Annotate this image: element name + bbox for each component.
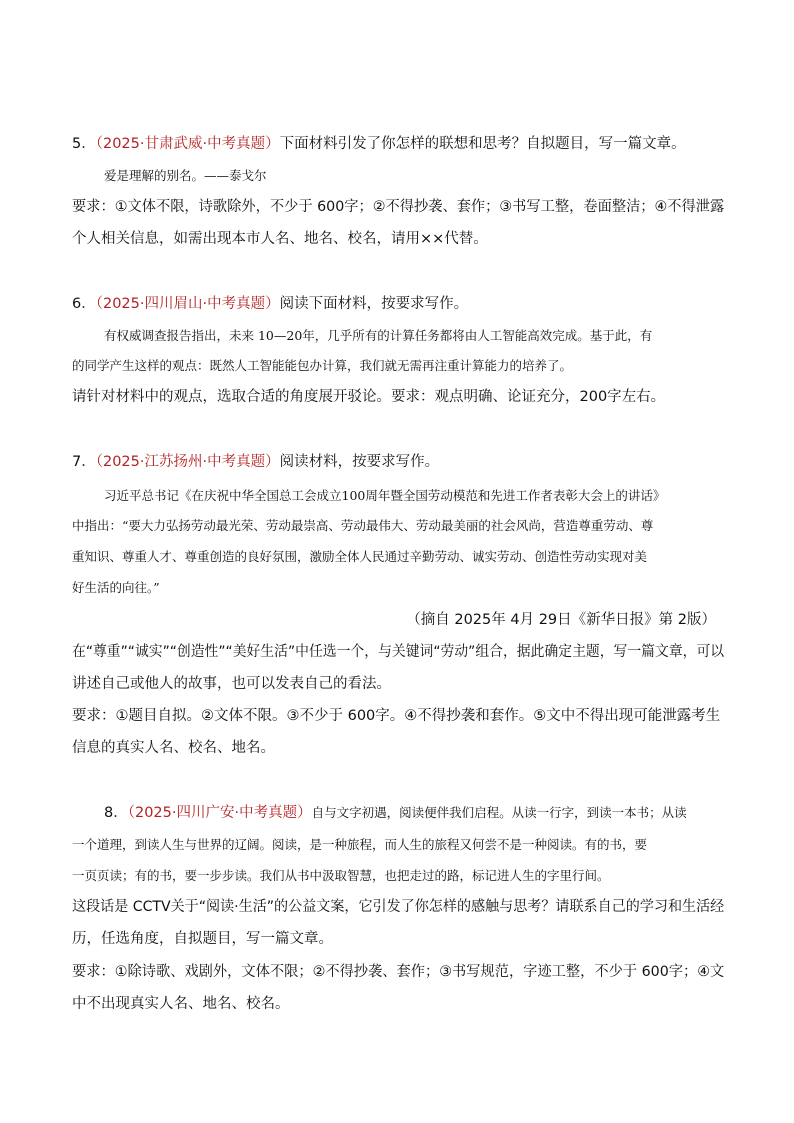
question-source: （2025·江苏扬州·中考真题） [95, 454, 280, 470]
question-prompt: 下面材料引发了你怎样的联想和思考？自拟题目，写一篇文章。 [279, 136, 686, 152]
question-6-task: 请针对材料中的观点，选取合适的角度展开驳论。要求：观点明确、论证充分，200字左右。 [72, 389, 666, 405]
question-6-heading [72, 294, 468, 314]
question-8-heading [104, 803, 687, 823]
question-8-task-line1: 这段话是 CCTV关于“阅读·生活”的公益文案，它引发了你怎样的感触与思考？请联系自己的学习和生活经 [72, 899, 725, 915]
question-7-material-line1: 习近平总书记《在庆祝中华全国总工会成立100周年暨全国劳动模范和先进工作者表彰大会上的讲话》 [104, 488, 666, 503]
question-8-requirement-line2: 中不出现真实人名、地名、校名。 [72, 996, 290, 1012]
question-source: （2025·四川眉山·中考真题） [95, 296, 280, 312]
question-prompt: 阅读材料，按要求写作。 [279, 454, 440, 470]
question-6-material-line2: 的同学产生这样的观点：既然人工智能能包办计算，我们就无需再注重计算能力的培养了。 [72, 358, 573, 373]
question-number: 8． [104, 805, 128, 821]
question-8-task-line2: 历，任选角度，自拟题目，写一篇文章。 [72, 931, 333, 947]
question-5-heading [72, 134, 686, 154]
question-source: （2025·四川广安·中考真题） [127, 805, 312, 821]
question-8-requirement-line1: 要求：①除诗歌、戏剧外，文体不限；②不得抄袭、套作；③书写规范，字迹工整，不少于 600字；④文 [72, 964, 725, 980]
question-5-quote: 爱是理解的别名。——泰戈尔 [104, 168, 267, 183]
question-8-material-line2: 一个道理，到读人生与世界的辽阔。阅读，是一种旅程，而人生的旅程又何尝不是一种阅读。有的书，要 [72, 837, 648, 852]
question-7-requirement-line1: 要求：①题目自拟。②文体不限。③不少于 600字。④不得抄袭和套作。⑤文中不得出现可能泄露考生 [72, 708, 721, 724]
question-8-material-line3: 一页页读；有的书，要一步步读。我们从书中汲取智慧，也把走过的路，标记进人生的字里行间。 [72, 868, 610, 883]
question-7-task-line1: 在“尊重”“诚实”“创造性”“美好生活”中任选一个，与关键词“劳动”组合，据此确定主题，写一篇文章，可以 [72, 644, 725, 660]
question-5-requirement-line2: 个人相关信息，如需出现本市人名、地名、校名，请用××代替。 [72, 231, 488, 247]
question-7-material-line2: 中指出：“要大力弘扬劳动最光荣、劳动最崇高、劳动最伟大、劳动最美丽的社会风尚，营造尊重劳动、尊 [72, 518, 654, 533]
question-number: 5． [72, 136, 96, 152]
question-6-material-line1: 有权威调查报告指出，未来 10—20年，几乎所有的计算任务都将由人工智能高效完成。基于此，有 [104, 328, 653, 343]
question-7-heading [72, 452, 439, 472]
question-7-task-line2: 讲述自己或他人的故事，也可以发表自己的看法。 [72, 676, 391, 692]
question-number: 6． [72, 296, 96, 312]
question-number: 7． [72, 454, 96, 470]
question-7-material-line4: 好生活的向往。” [72, 580, 160, 595]
question-7-material-line3: 重知识、尊重人才、尊重创造的良好氛围，激励全体人民通过辛勤劳动、诚实劳动、创造性劳动实现对美 [72, 549, 648, 564]
question-7-citation: （摘自 2025年 4月 29日《新华日报》第 2版） [406, 612, 716, 628]
question-8-material-line1: 自与文字初遇，阅读便伴我们启程。从读一行字，到读一本书；从读 [311, 805, 687, 820]
question-7-requirement-line2: 信息的真实人名、校名、地名。 [72, 740, 275, 756]
question-source: （2025·甘肃武威·中考真题） [95, 136, 280, 152]
question-5-requirement-line1: 要求：①文体不限，诗歌除外，不少于 600字；②不得抄袭、套作；③书写工整，卷面整洁；④不得泄露 [72, 199, 725, 215]
question-prompt: 阅读下面材料，按要求写作。 [279, 296, 469, 312]
